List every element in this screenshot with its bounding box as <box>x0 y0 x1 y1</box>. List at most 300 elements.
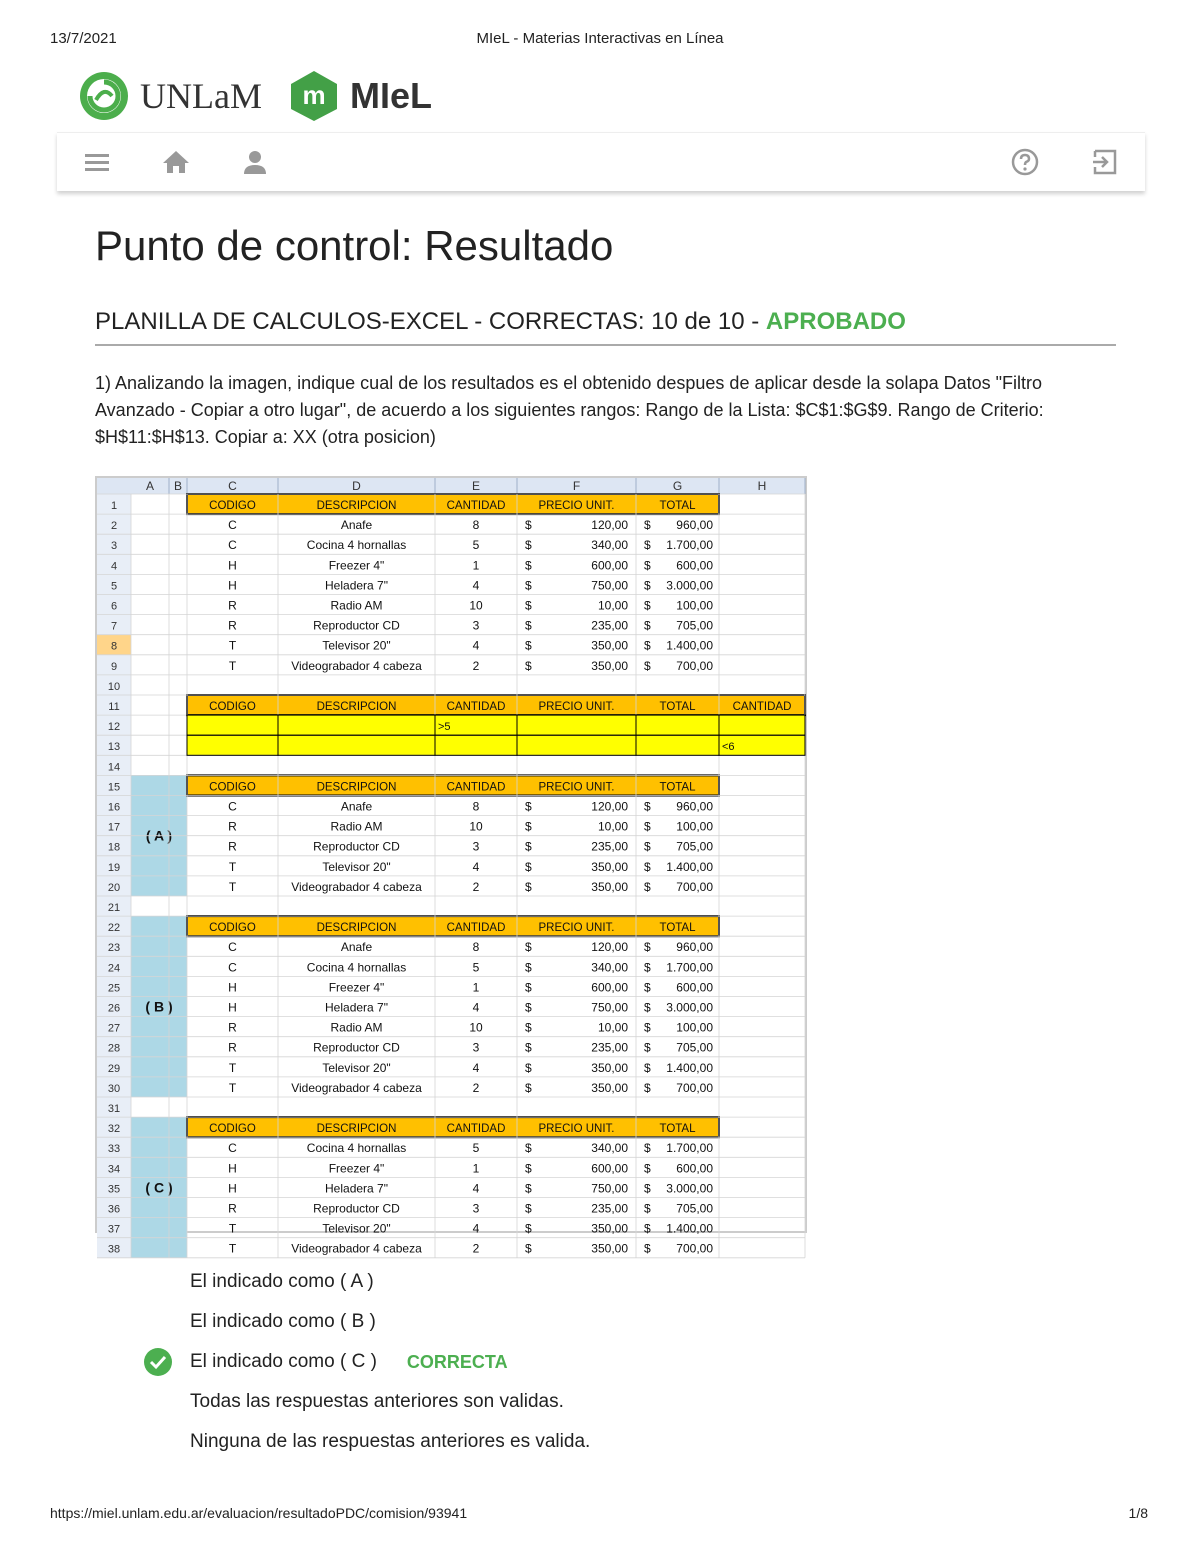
table-header-cell: CODIGO <box>209 500 256 512</box>
cell-precio: 350,00 <box>591 1221 628 1236</box>
row-number: 37 <box>107 1223 121 1236</box>
row-number: 30 <box>107 1082 121 1095</box>
row-number: 27 <box>107 1022 121 1035</box>
table-header-cell: DESCRIPCION <box>316 922 397 935</box>
cell-codigo: T <box>228 1241 237 1256</box>
row-number: 25 <box>107 982 121 995</box>
cell-total: 960,00 <box>676 940 713 955</box>
cell-currency: $ <box>644 879 651 894</box>
cell-total: 100,00 <box>676 819 713 834</box>
cell-descripcion: Videograbador 4 cabeza <box>291 1080 422 1095</box>
correct-badge: CORRECTA <box>406 1351 508 1372</box>
cell-cantidad: 5 <box>472 538 480 553</box>
row-number: 20 <box>107 881 121 894</box>
column-letter: F <box>572 479 581 493</box>
option-label: El indicado como ( A ) <box>190 1271 374 1292</box>
cell-currency: $ <box>644 839 651 854</box>
cell-currency: $ <box>644 658 651 673</box>
cell-precio: 350,00 <box>591 1060 628 1075</box>
row-number: 10 <box>107 680 121 693</box>
cell-currency: $ <box>644 638 651 653</box>
logo-bar <box>78 66 432 126</box>
cell-cantidad: 4 <box>472 1000 480 1015</box>
cell-currency: $ <box>525 819 532 834</box>
table-header-cell: CODIGO <box>209 781 256 794</box>
table-header-cell: TOTAL <box>659 500 696 512</box>
cell-codigo: T <box>228 1221 237 1236</box>
row-number: 24 <box>107 962 121 975</box>
cell-cantidad: 1 <box>472 558 480 573</box>
row-number: 14 <box>107 761 121 774</box>
cell-descripcion: Freezer 4" <box>328 1161 385 1176</box>
cell-precio: 600,00 <box>591 980 628 995</box>
cell-cantidad: 5 <box>472 960 480 975</box>
logout-icon[interactable] <box>1090 147 1120 177</box>
row-number: 22 <box>107 922 121 935</box>
menu-icon[interactable] <box>82 147 112 177</box>
cell-codigo: C <box>228 538 237 553</box>
row-number: 32 <box>107 1123 121 1136</box>
column-letter: G <box>672 479 683 493</box>
cell-cantidad: 4 <box>472 578 480 593</box>
cell-currency: $ <box>644 1040 651 1055</box>
cell-currency: $ <box>525 1161 532 1176</box>
row-number: 35 <box>107 1183 121 1196</box>
cell-descripcion: Televisor 20" <box>322 1221 391 1236</box>
cell-precio: 340,00 <box>591 960 628 975</box>
column-letter: D <box>352 479 361 493</box>
cell-descripcion: Reproductor CD <box>313 839 400 854</box>
cell-codigo: R <box>228 598 237 613</box>
spreadsheet-image <box>95 476 807 1256</box>
cell-currency: $ <box>525 799 532 814</box>
cell-currency: $ <box>644 1060 651 1075</box>
cell-codigo: R <box>228 819 237 834</box>
cell-codigo: H <box>228 558 237 573</box>
cell-currency: $ <box>525 618 532 633</box>
cell-total: 3.000,00 <box>666 1181 713 1196</box>
cell-descripcion: Heladera 7" <box>325 1181 388 1196</box>
row-number: 3 <box>110 540 118 553</box>
cell-cantidad: 3 <box>472 839 480 854</box>
column-header-bar <box>97 478 805 494</box>
cell-codigo: C <box>228 799 237 814</box>
cell-codigo: T <box>228 879 237 894</box>
cell-total: 960,00 <box>676 799 713 814</box>
cell-codigo: R <box>228 1020 237 1035</box>
cell-currency: $ <box>644 618 651 633</box>
cell-codigo: H <box>228 1000 237 1015</box>
cell-descripcion: Videograbador 4 cabeza <box>291 1241 422 1256</box>
cell-currency: $ <box>525 1221 532 1236</box>
print-title: MIeL - Materias Interactivas en Línea <box>476 30 724 47</box>
print-header <box>0 30 1200 50</box>
cell-currency: $ <box>525 558 532 573</box>
option-d[interactable] <box>190 1382 1090 1422</box>
navbar <box>57 132 1145 191</box>
table-header-cell: CODIGO <box>209 1123 256 1136</box>
cell-codigo: H <box>228 578 237 593</box>
row-number: 13 <box>107 741 121 754</box>
option-e[interactable] <box>190 1422 1090 1462</box>
cell-descripcion: Anafe <box>340 940 373 955</box>
cell-cantidad: 1 <box>472 1161 480 1176</box>
miel-logo-mark: m <box>302 80 326 110</box>
cell-currency: $ <box>644 799 651 814</box>
cell-currency: $ <box>525 658 532 673</box>
row-number: 36 <box>107 1203 121 1216</box>
table-header-cell: DESCRIPCION <box>316 781 397 794</box>
cell-currency: $ <box>644 859 651 874</box>
cell-codigo: T <box>228 859 237 874</box>
cell-currency: $ <box>525 960 532 975</box>
table-header-cell: TOTAL <box>659 922 696 935</box>
cell-total: 100,00 <box>676 598 713 613</box>
cell-currency: $ <box>644 578 651 593</box>
print-footer <box>50 1505 1148 1521</box>
cell-total: 1.400,00 <box>666 1060 713 1075</box>
cell-currency: $ <box>644 819 651 834</box>
cell-total: 1.400,00 <box>666 1221 713 1236</box>
table-header-cell: CANTIDAD <box>446 781 506 794</box>
cell-currency: $ <box>644 960 651 975</box>
row-number: 28 <box>107 1042 121 1055</box>
cell-currency: $ <box>525 839 532 854</box>
cell-cantidad: 8 <box>472 518 480 533</box>
cell-descripcion: Radio AM <box>330 819 383 834</box>
criteria-value: <6 <box>722 741 735 754</box>
cell-total: 1.400,00 <box>666 638 713 653</box>
cell-precio: 600,00 <box>591 1161 628 1176</box>
cell-descripcion: Videograbador 4 cabeza <box>291 879 422 894</box>
cell-currency: $ <box>525 1020 532 1035</box>
cell-cantidad: 3 <box>472 618 480 633</box>
cell-cantidad: 4 <box>472 1060 480 1075</box>
cell-currency: $ <box>644 1020 651 1035</box>
cell-cantidad: 4 <box>472 638 480 653</box>
row-number: 15 <box>107 781 121 794</box>
cell-total: 705,00 <box>676 839 713 854</box>
table-header-cell: TOTAL <box>659 701 696 713</box>
cell-currency: $ <box>644 980 651 995</box>
cell-precio: 750,00 <box>591 578 628 593</box>
cell-precio: 600,00 <box>591 558 628 573</box>
cell-descripcion: Anafe <box>340 518 373 533</box>
cell-total: 700,00 <box>676 879 713 894</box>
cell-precio: 235,00 <box>591 618 628 633</box>
cell-descripcion: Radio AM <box>330 1020 383 1035</box>
cell-descripcion: Cocina 4 hornallas <box>306 960 407 975</box>
cell-currency: $ <box>644 598 651 613</box>
cell-currency: $ <box>525 598 532 613</box>
cell-currency: $ <box>525 1201 532 1216</box>
spreadsheet-svg <box>97 478 805 1256</box>
row-number: 23 <box>107 942 121 955</box>
result-label-a: ( A ) <box>145 827 173 844</box>
cell-descripcion: Anafe <box>340 799 373 814</box>
cell-precio: 10,00 <box>597 819 628 834</box>
cell-descripcion: Heladera 7" <box>325 1000 388 1015</box>
row-number: 31 <box>107 1103 121 1115</box>
cell-codigo: H <box>228 980 237 995</box>
cell-currency: $ <box>525 1060 532 1075</box>
result-label-c: ( C ) <box>145 1179 173 1196</box>
row-number: 29 <box>107 1062 121 1075</box>
cell-total: 705,00 <box>676 1040 713 1055</box>
row-number: 33 <box>107 1143 121 1156</box>
table-header-cell: PRECIO UNIT. <box>538 1123 615 1136</box>
row-number: 12 <box>107 721 121 734</box>
cell-currency: $ <box>644 538 651 553</box>
cell-precio: 10,00 <box>597 1020 628 1035</box>
cell-cantidad: 4 <box>472 1221 480 1236</box>
cell-currency: $ <box>644 1221 651 1236</box>
row-number: 6 <box>110 600 118 613</box>
print-page-number: 1/8 <box>1128 1505 1148 1521</box>
cell-currency: $ <box>525 578 532 593</box>
column-letter: B <box>173 479 183 493</box>
cell-total: 1.400,00 <box>666 859 713 874</box>
cell-currency: $ <box>644 1161 651 1176</box>
cell-cantidad: 10 <box>469 598 483 613</box>
cell-total: 600,00 <box>676 558 713 573</box>
table-header-cell: CODIGO <box>209 701 256 713</box>
table-header-cell: PRECIO UNIT. <box>538 701 615 713</box>
row-number: 4 <box>110 560 118 573</box>
cell-precio: 750,00 <box>591 1000 628 1015</box>
table-header-cell: PRECIO UNIT. <box>538 500 615 512</box>
cell-currency: $ <box>525 538 532 553</box>
cell-cantidad: 3 <box>472 1201 480 1216</box>
cell-descripcion: Televisor 20" <box>322 638 391 653</box>
section-title <box>95 308 1116 346</box>
cell-codigo: H <box>228 1161 237 1176</box>
row-number: 11 <box>108 701 120 713</box>
cell-precio: 340,00 <box>591 1141 628 1156</box>
row-number: 2 <box>110 520 118 533</box>
cell-currency: $ <box>525 1040 532 1055</box>
cell-descripcion: Reproductor CD <box>313 1040 400 1055</box>
row-number: 26 <box>107 1002 121 1015</box>
option-b[interactable] <box>190 1302 1090 1342</box>
cell-cantidad: 4 <box>472 859 480 874</box>
row-number: 18 <box>107 841 121 854</box>
cell-codigo: T <box>228 1080 237 1095</box>
cell-total: 700,00 <box>676 658 713 673</box>
table-header-cell: DESCRIPCION <box>316 1123 397 1136</box>
row-number: 7 <box>110 620 118 633</box>
column-letter: C <box>228 479 237 493</box>
option-label: El indicado como ( B ) <box>190 1311 376 1332</box>
cell-currency: $ <box>525 1241 532 1256</box>
cell-descripcion: Heladera 7" <box>325 578 388 593</box>
cell-currency: $ <box>525 879 532 894</box>
row-number: 1 <box>110 500 118 512</box>
row-number: 17 <box>107 821 121 834</box>
table-header-cell: DESCRIPCION <box>316 701 397 713</box>
cell-codigo: R <box>228 1040 237 1055</box>
check-icon <box>144 1348 172 1376</box>
cell-precio: 120,00 <box>591 799 628 814</box>
answer-options <box>190 1262 1090 1462</box>
help-icon[interactable] <box>1010 147 1040 177</box>
cell-precio: 350,00 <box>591 1241 628 1256</box>
cell-codigo: C <box>228 1141 237 1156</box>
cell-total: 1.700,00 <box>666 960 713 975</box>
criteria-header-cell: CANTIDAD <box>732 701 792 713</box>
cell-descripcion: Reproductor CD <box>313 618 400 633</box>
cell-currency: $ <box>525 1000 532 1015</box>
cell-codigo: C <box>228 940 237 955</box>
cell-cantidad: 2 <box>472 1080 480 1095</box>
cell-cantidad: 10 <box>469 819 483 834</box>
row-number: 5 <box>110 580 118 593</box>
cell-descripcion: Reproductor CD <box>313 1201 400 1216</box>
cell-currency: $ <box>644 1201 651 1216</box>
question-text: 1) Analizando la imagen, indique cual de los resultados es el obtenido despues de aplicar desde la solapa Datos "Filtro Avanzado - Copiar a otro lugar", de acuerdo a los siguientes rangos: Rango de la Lista: $C$1:$G$9. Rango de Criterio: $H$11:$H$13. Copiar a: XX (otra posicion) <box>95 373 1044 447</box>
table-header-cell: PRECIO UNIT. <box>538 922 615 935</box>
cell-descripcion: Televisor 20" <box>322 859 391 874</box>
row-number: 21 <box>107 902 121 914</box>
cell-precio: 750,00 <box>591 1181 628 1196</box>
cell-descripcion: Freezer 4" <box>328 980 385 995</box>
row-number: 16 <box>107 801 121 814</box>
table-header-cell: TOTAL <box>659 781 696 794</box>
cell-precio: 350,00 <box>591 638 628 653</box>
cell-cantidad: 2 <box>472 879 480 894</box>
cell-codigo: C <box>228 518 237 533</box>
cell-currency: $ <box>525 1141 532 1156</box>
cell-codigo: R <box>228 839 237 854</box>
cell-cantidad: 4 <box>472 1181 480 1196</box>
cell-precio: 350,00 <box>591 879 628 894</box>
cell-precio: 350,00 <box>591 658 628 673</box>
cell-currency: $ <box>525 980 532 995</box>
cell-currency: $ <box>525 1080 532 1095</box>
cell-currency: $ <box>644 940 651 955</box>
cell-total: 705,00 <box>676 618 713 633</box>
table-header-cell: DESCRIPCION <box>316 500 397 512</box>
cell-codigo: T <box>228 658 237 673</box>
cell-total: 700,00 <box>676 1241 713 1256</box>
cell-total: 705,00 <box>676 1201 713 1216</box>
cell-currency: $ <box>525 859 532 874</box>
option-label: Ninguna de las respuestas anteriores es valida. <box>190 1431 591 1452</box>
cell-codigo: R <box>228 1201 237 1216</box>
print-url[interactable]: https://miel.unlam.edu.ar/evaluacion/resultadoPDC/comision/93941 <box>50 1505 468 1521</box>
option-label: Todas las respuestas anteriores son validas. <box>190 1391 564 1412</box>
column-letter: A <box>145 479 155 493</box>
row-number: 8 <box>110 640 118 653</box>
home-icon[interactable] <box>161 147 191 177</box>
status-badge: APROBADO <box>765 308 906 335</box>
cell-descripcion: Videograbador 4 cabeza <box>291 658 422 673</box>
cell-precio: 235,00 <box>591 1040 628 1055</box>
cell-currency: $ <box>525 1181 532 1196</box>
cell-codigo: T <box>228 638 237 653</box>
cell-currency: $ <box>525 940 532 955</box>
cell-currency: $ <box>525 518 532 533</box>
table-header-cell: CODIGO <box>209 922 256 935</box>
cell-total: 960,00 <box>676 518 713 533</box>
table-header-cell: PRECIO UNIT. <box>538 781 615 794</box>
miel-logo-icon[interactable] <box>288 69 340 123</box>
cell-precio: 340,00 <box>591 538 628 553</box>
criteria-value: >5 <box>438 721 451 734</box>
user-icon[interactable] <box>240 147 270 177</box>
cell-total: 100,00 <box>676 1020 713 1035</box>
cell-total: 700,00 <box>676 1080 713 1095</box>
cell-cantidad: 3 <box>472 1040 480 1055</box>
table-header-cell: CANTIDAD <box>446 701 506 713</box>
cell-cantidad: 8 <box>472 940 480 955</box>
table-header-cell: TOTAL <box>659 1123 696 1136</box>
table-header-cell: CANTIDAD <box>446 500 506 512</box>
cell-total: 600,00 <box>676 980 713 995</box>
page-title: Punto de control: Resultado <box>95 222 614 269</box>
cell-descripcion: Freezer 4" <box>328 558 385 573</box>
cell-total: 3.000,00 <box>666 578 713 593</box>
cell-descripcion: Televisor 20" <box>322 1060 391 1075</box>
row-number: 38 <box>107 1243 121 1256</box>
option-c[interactable] <box>190 1342 1090 1382</box>
cell-total: 1.700,00 <box>666 538 713 553</box>
cell-currency: $ <box>644 1000 651 1015</box>
section-title-text: PLANILLA DE CALCULOS-EXCEL - CORRECTAS: 10 de 10 - <box>95 308 766 335</box>
cell-precio: 120,00 <box>591 940 628 955</box>
column-letter: E <box>471 479 481 493</box>
cell-cantidad: 8 <box>472 799 480 814</box>
print-date: 13/7/2021 <box>50 30 117 47</box>
option-label: El indicado como ( C ) <box>190 1351 377 1372</box>
cell-precio: 235,00 <box>591 1201 628 1216</box>
result-label-b: ( B ) <box>145 998 173 1015</box>
cell-cantidad: 10 <box>469 1020 483 1035</box>
cell-total: 3.000,00 <box>666 1000 713 1015</box>
miel-logo-text: MIeL <box>349 75 432 116</box>
row-number: 19 <box>107 861 121 874</box>
cell-currency: $ <box>644 558 651 573</box>
row-number: 9 <box>110 660 118 673</box>
column-letter: H <box>757 479 767 493</box>
cell-precio: 120,00 <box>591 518 628 533</box>
unlam-logo-text: UNLaM <box>140 76 262 116</box>
table-header-cell: CANTIDAD <box>446 922 506 935</box>
cell-total: 1.700,00 <box>666 1141 713 1156</box>
table-header-cell: CANTIDAD <box>446 1123 506 1136</box>
cell-cantidad: 1 <box>472 980 480 995</box>
cell-codigo: H <box>228 1181 237 1196</box>
cell-codigo: R <box>228 618 237 633</box>
cell-descripcion: Radio AM <box>330 598 383 613</box>
cell-precio: 10,00 <box>597 598 628 613</box>
cell-currency: $ <box>525 638 532 653</box>
cell-currency: $ <box>644 1241 651 1256</box>
option-a[interactable] <box>190 1262 1090 1302</box>
cell-precio: 235,00 <box>591 839 628 854</box>
cell-codigo: C <box>228 960 237 975</box>
cell-cantidad: 5 <box>472 1141 480 1156</box>
cell-precio: 350,00 <box>591 1080 628 1095</box>
cell-cantidad: 2 <box>472 1241 480 1256</box>
cell-cantidad: 2 <box>472 658 480 673</box>
cell-total: 600,00 <box>676 1161 713 1176</box>
cell-codigo: T <box>228 1060 237 1075</box>
unlam-logo-icon[interactable] <box>78 70 130 122</box>
row-number: 34 <box>107 1163 121 1176</box>
cell-descripcion: Cocina 4 hornallas <box>306 538 407 553</box>
cell-descripcion: Cocina 4 hornallas <box>306 1141 407 1156</box>
